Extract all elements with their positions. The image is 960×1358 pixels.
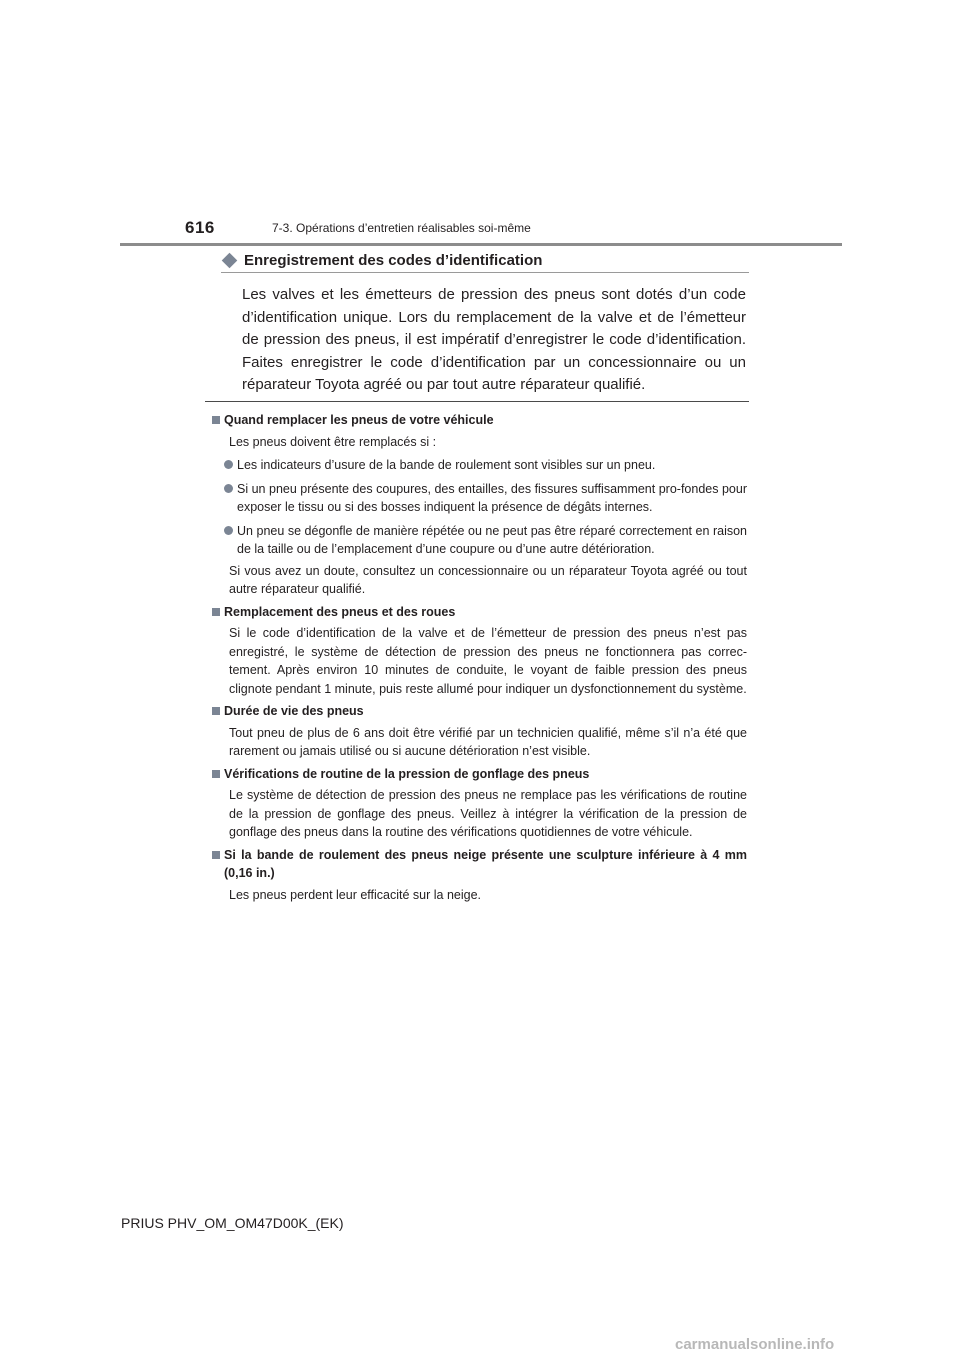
circle-bullet-icon <box>224 526 233 535</box>
note-title-text: Durée de vie des pneus <box>224 704 364 718</box>
section-heading-text: Enregistrement des codes d’identification <box>244 252 543 269</box>
list-item-text: Un pneu se dégonfle de manière répétée ou ne peut pas être réparé correctement en raison de la taille ou de l’emplacement d’une coupure ou d’une autre détérioration. <box>237 523 747 556</box>
note-tire-wheel-replacement <box>212 603 747 699</box>
note-tire-lifespan <box>212 702 747 761</box>
circle-bullet-icon <box>224 460 233 469</box>
section-divider <box>205 401 749 402</box>
square-bullet-icon <box>212 416 220 424</box>
note-title <box>212 846 747 883</box>
chapter-title: 7-3. Opérations d’entretien réalisables soi-même <box>272 221 531 235</box>
note-title <box>212 765 747 784</box>
header-divider <box>120 243 842 246</box>
list-item <box>224 480 747 517</box>
note-pressure-checks <box>212 765 747 842</box>
note-body: Si le code d’identification de la valve et de l’émetteur de pression des pneus n’est pas enregistré, le système de détection de pression des pneus ne fonctionnera pas correc-tement. Après environ 10 minutes de conduite, le voyant de faible pression des pneus clignote pendant 1 minute, puis reste allumé pour indiquer un dysfonctionnement du système. <box>229 626 747 696</box>
note-tire-replacement-timing <box>212 411 747 599</box>
note-title-text: Quand remplacer les pneus de votre véhicule <box>224 413 494 427</box>
note-outro: Si vous avez un doute, consultez un concessionnaire ou un réparateur Toyota agréé ou tout autre réparateur qualifié. <box>229 563 747 596</box>
note-title <box>212 411 747 430</box>
note-title <box>212 702 747 721</box>
note-intro: Les pneus doivent être remplacés si : <box>229 434 437 449</box>
watermark: carmanualsonline.info <box>675 1336 835 1353</box>
notes-list <box>212 411 747 908</box>
square-bullet-icon <box>212 608 220 616</box>
document-code: PRIUS PHV_OM_OM47D00K_(EK) <box>121 1215 344 1231</box>
list-item-text: Si un pneu présente des coupures, des entailles, des fissures suffisamment pro-fondes pour exposer le tissu ou si des bosses indiquent la présence de dégâts internes. <box>237 481 747 514</box>
square-bullet-icon <box>212 707 220 715</box>
note-snow-tire-tread <box>212 846 747 905</box>
section-paragraph: Les valves et les émetteurs de pression des pneus sont dotés d’un code d’identification unique. Lors du remplacement de la valve et de l’émetteur de pression des pneus, il est impératif d’enregistrer le code d’identification. Faites enregistrer le code d’identification par un concessionnaire ou un réparateur Toyota agréé ou par tout autre réparateur qualifié. <box>242 286 746 393</box>
square-bullet-icon <box>212 770 220 778</box>
note-body: Tout pneu de plus de 6 ans doit être vérifié par un technicien qualifié, même s’il n’a été que rarement ou jamais utilisé ou si aucune détérioration n’est visible. <box>229 725 747 758</box>
note-title-text: Si la bande de roulement des pneus neige présente une sculpture inférieure à 4 mm (0,16 in.) <box>224 847 747 880</box>
diamond-icon <box>222 253 238 269</box>
list-item-text: Les indicateurs d’usure de la bande de roulement sont visibles sur un pneu. <box>237 458 656 472</box>
note-title-text: Vérifications de routine de la pression de gonflage des pneus <box>224 766 590 781</box>
note-body: Les pneus perdent leur efficacité sur la neige. <box>229 887 482 902</box>
note-body: Le système de détection de pression des pneus ne remplace pas les vérifications de routine de la pression de gonflage des pneus. Veillez à intégrer la vérification de la pression de gonflage des pneus dans la routine des vérifications quotidiennes de votre véhicule. <box>229 788 747 839</box>
list-item <box>224 522 747 559</box>
list-item <box>224 456 747 475</box>
square-bullet-icon <box>212 851 220 859</box>
note-title-text: Remplacement des pneus et des roues <box>224 604 456 619</box>
page-number: 616 <box>185 218 215 237</box>
section-heading <box>221 252 749 273</box>
circle-bullet-icon <box>224 484 233 493</box>
note-title <box>212 603 747 622</box>
